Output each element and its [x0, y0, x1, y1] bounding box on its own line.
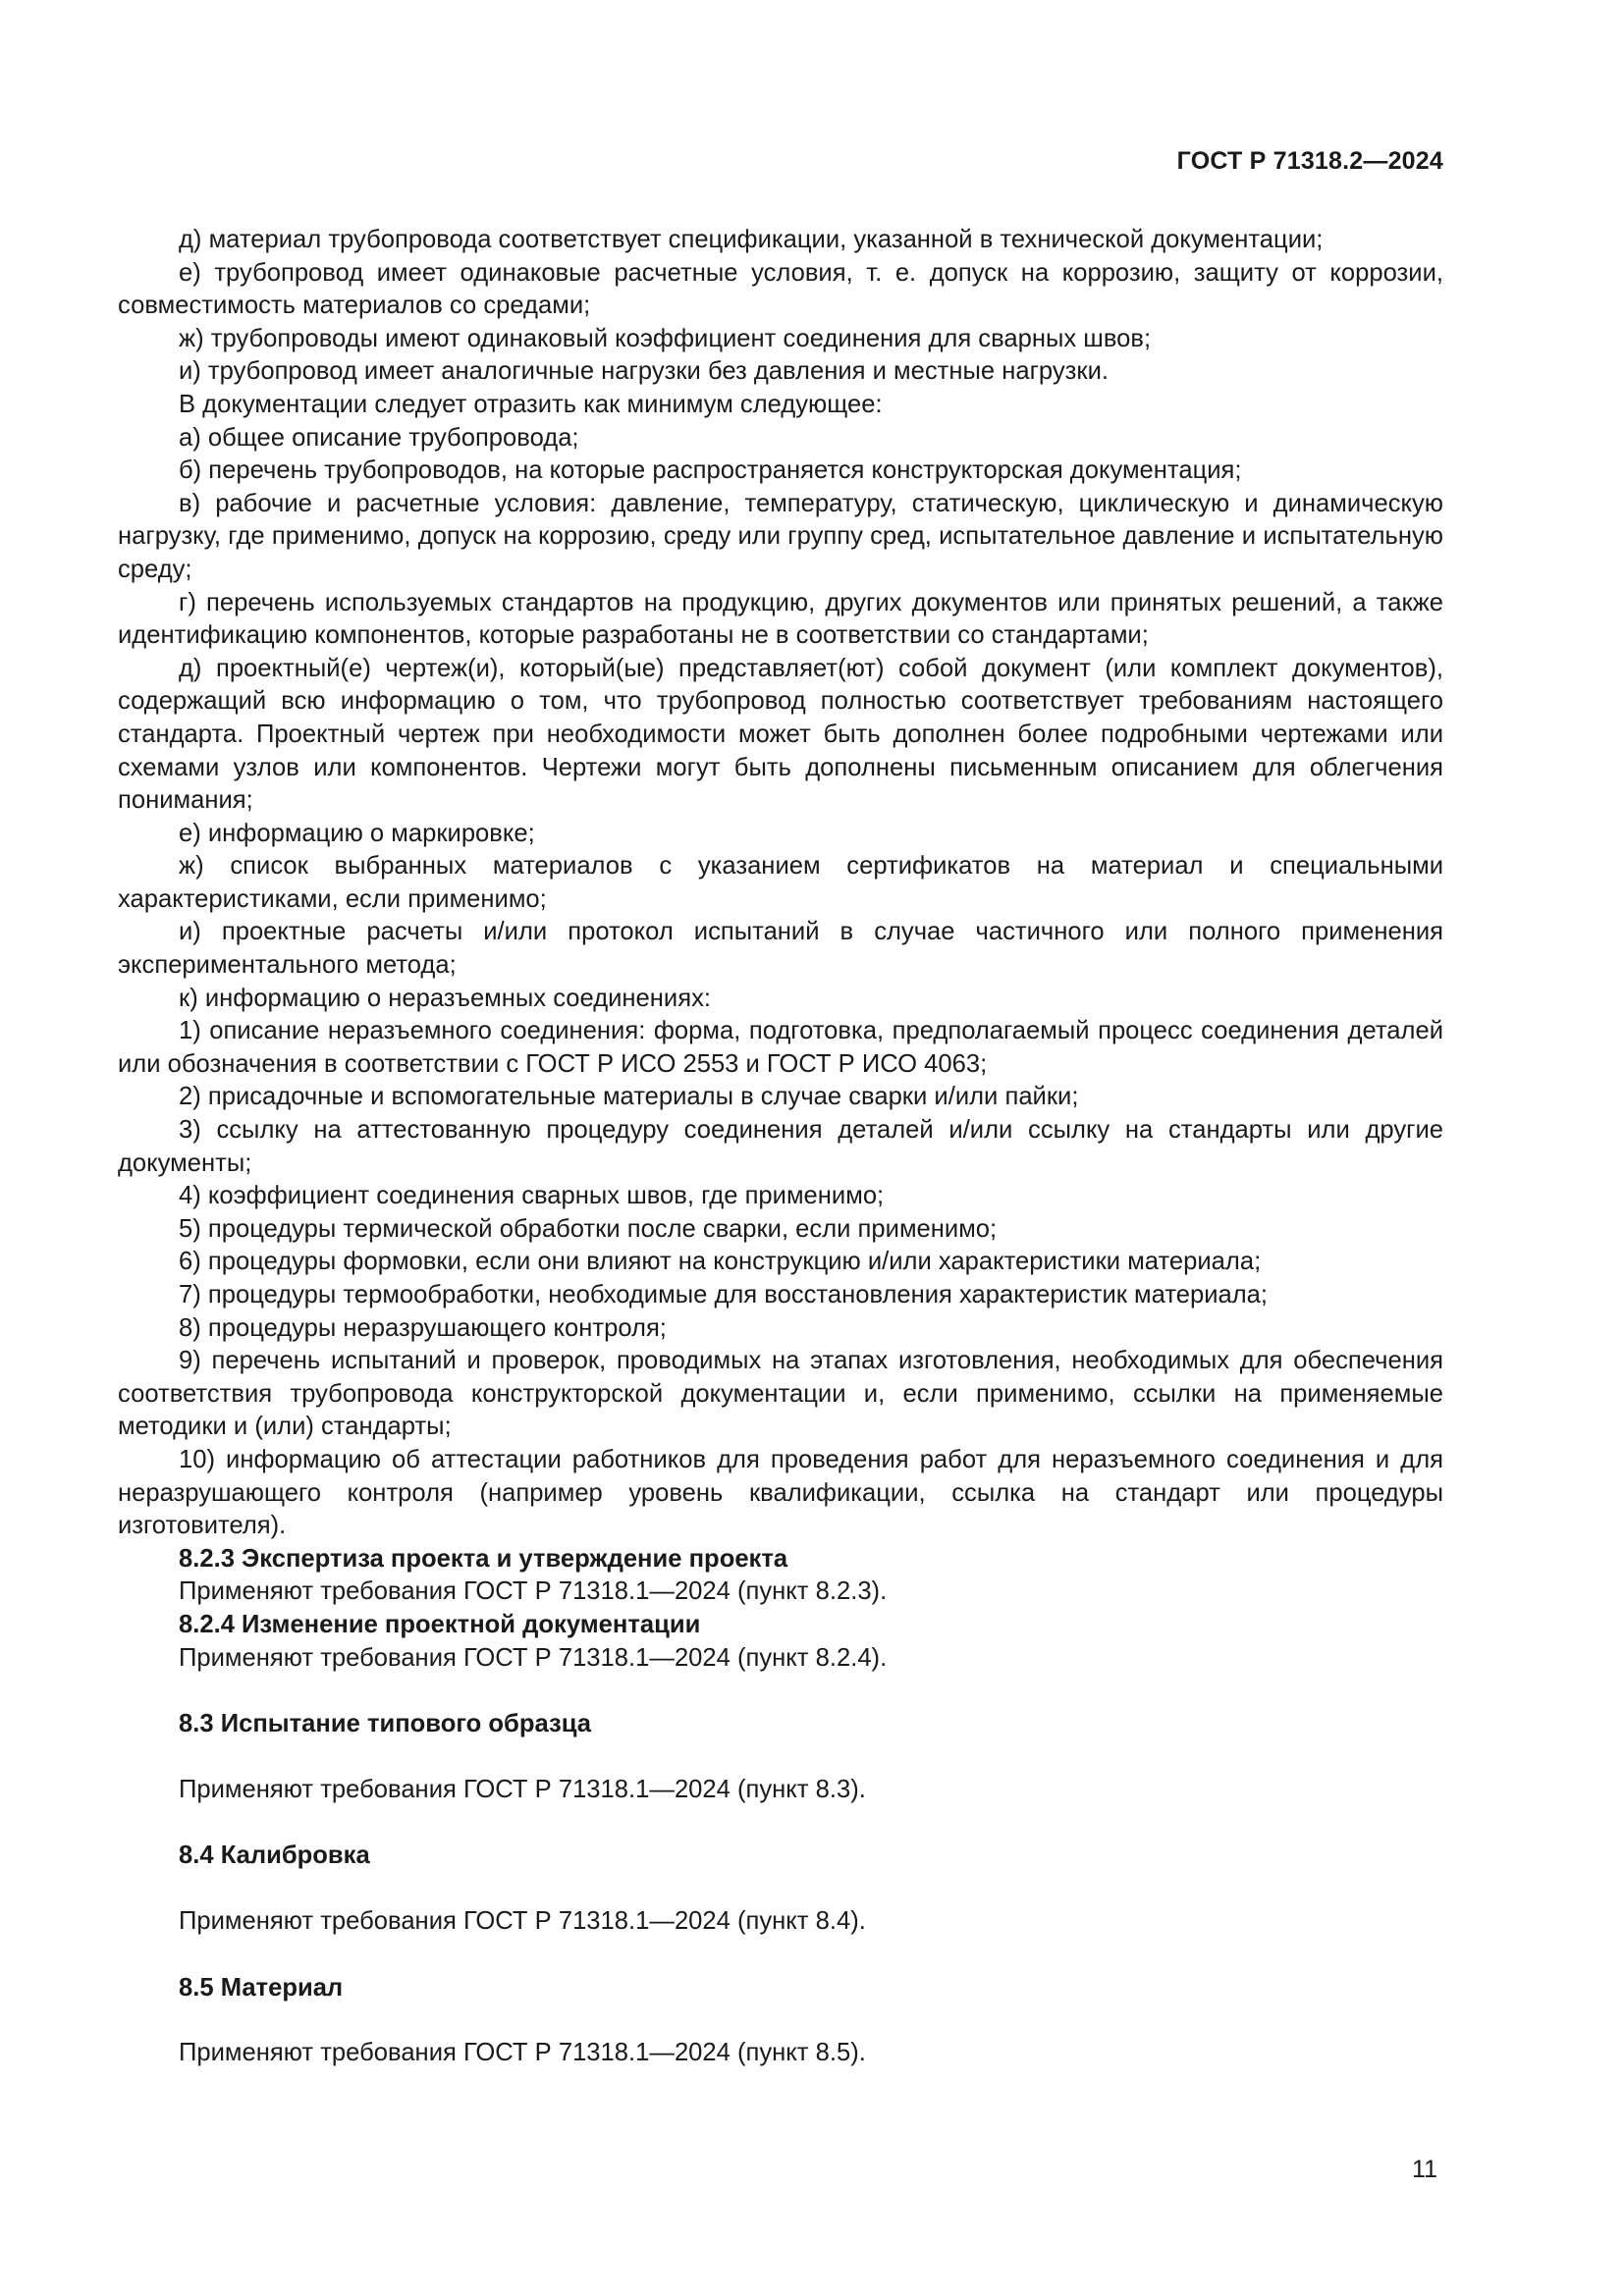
paragraph: ж) список выбранных материалов с указанием сертификатов на материал и специальными характеристиками, если применимо;: [118, 852, 1443, 913]
section-text-8-2-4: Применяют требования ГОСТ Р 71318.1—2024 (пункт 8.2.4).: [179, 1643, 888, 1672]
paragraph: 4) коэффициент соединения сварных швов, где применимо;: [179, 1182, 885, 1210]
paragraph: д) проектный(е) чертеж(и), который(ые) представляет(ют) собой документ (или комплект документов), содержащий всю информацию о том, что трубопровод полностью соответствует требованиям настоящего стандарта. Проектный чертеж при необходимости может быть дополнен более подробными чертежами или схемами узлов или компонентов. Чертежи могут быть дополнены письменным описанием для облегчения понимания;: [118, 654, 1443, 815]
paragraph: в) рабочие и расчетные условия: давление, температуру, статическую, циклическую и динамическую нагрузку, где применимо, допуск на коррозию, среду или группу сред, испытательное давление и испытательную среду;: [118, 489, 1443, 583]
section-heading-8-2-4: 8.2.4 Изменение проектной документации: [179, 1610, 701, 1638]
paragraph: 7) процедуры термообработки, необходимые для восстановления характеристик материала;: [179, 1281, 1269, 1308]
section-text-8-4: Применяют требования ГОСТ Р 71318.1—2024 (пункт 8.4).: [179, 1906, 866, 1935]
document-code-header: ГОСТ Р 71318.2—2024: [1176, 147, 1443, 175]
paragraph: 1) описание неразъемного соединения: форма, подготовка, предполагаемый процесс соединения деталей или обозначения в соответствии с ГОСТ Р ИСО 2553 и ГОСТ Р ИСО 4063;: [118, 1017, 1443, 1078]
section-text-8-3: Применяют требования ГОСТ Р 71318.1—2024 (пункт 8.3).: [179, 1775, 866, 1803]
section-text-8-2-3: Применяют требования ГОСТ Р 71318.1—2024 (пункт 8.2.3).: [179, 1577, 888, 1606]
section-heading-8-2-3: 8.2.3 Экспертиза проекта и утверждение проекта: [179, 1544, 788, 1573]
section-text-8-5: Применяют требования ГОСТ Р 71318.1—2024 (пункт 8.5).: [179, 2039, 866, 2067]
paragraph: 3) ссылку на аттестованную процедуру соединения деталей и/или ссылку на стандарты или другие документы;: [118, 1116, 1443, 1177]
paragraph: 6) процедуры формовки, если они влияют на конструкцию и/или характеристики материала;: [179, 1248, 1262, 1276]
paragraph: е) трубопровод имеет одинаковые расчетные условия, т. е. допуск на коррозию, защиту от коррозии, совместимость материалов со средами;: [118, 258, 1443, 320]
paragraph: е) информацию о маркировке;: [179, 819, 535, 847]
paragraph: а) общее описание трубопровода;: [179, 423, 579, 452]
paragraph: и) трубопровод имеет аналогичные нагрузки без давления и местные нагрузки.: [179, 357, 1110, 386]
paragraph: 5) процедуры термической обработки после сварки, если применимо;: [179, 1214, 998, 1243]
paragraph: 2) присадочные и вспомогательные материалы в случае сварки и/или пайки;: [179, 1083, 1079, 1111]
paragraph: к) информацию о неразъемных соединениях:: [179, 984, 711, 1012]
paragraph: 8) процедуры неразрушающего контроля;: [179, 1313, 667, 1342]
section-heading-8-5: 8.5 Материал: [179, 1973, 344, 2002]
paragraph: д) материал трубопровода соответствует спецификации, указанной в технической документации;: [179, 226, 1324, 253]
page-number: 11: [1412, 2156, 1437, 2183]
section-heading-8-4: 8.4 Калибровка: [179, 1842, 370, 1870]
paragraph: 10) информацию об аттестации работников для проведения работ для неразъемного соединения и для неразрушающего контроля (например уровень квалификации, ссылка на стандарт или процедуры изготовителя).: [118, 1445, 1443, 1540]
paragraph: ж) трубопроводы имеют одинаковый коэффициент соединения для сварных швов;: [179, 324, 1152, 352]
paragraph: г) перечень используемых стандартов на продукцию, других документов или принятых решений, а также идентификацию компонентов, которые разработаны не в соответствии со стандартами;: [118, 588, 1443, 650]
paragraph: В документации следует отразить как минимум следующее:: [179, 390, 883, 418]
paragraph: 9) перечень испытаний и проверок, проводимых на этапах изготовления, необходимых для обеспечения соответствия трубопровода конструкторской документации и, если применимо, ссылки на применяемые методики и (или) стандарты;: [118, 1347, 1443, 1441]
paragraph: б) перечень трубопроводов, на которые распространяется конструкторская документация;: [179, 456, 1242, 485]
paragraph: и) проектные расчеты и/или протокол испытаний в случае частичного или полного применения экспериментального метода;: [118, 918, 1443, 980]
section-heading-8-3: 8.3 Испытание типового образца: [179, 1710, 592, 1738]
document-body: [118, 224, 1443, 2070]
